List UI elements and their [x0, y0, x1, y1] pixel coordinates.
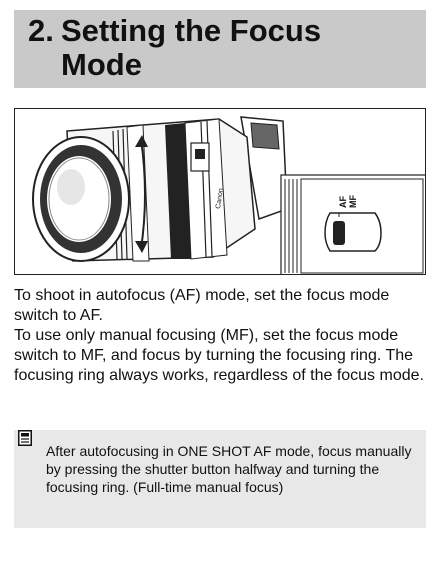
brand-label: Canon [215, 187, 225, 210]
lens-illustration [14, 108, 426, 275]
section-header [14, 10, 426, 88]
paragraph-manual-focus: To use only manual focusing (MF), set the focus mode switch to MF, and focus by turning the focusing ring. The focusing ring always works, regardless of the focus mode. [14, 327, 424, 384]
note-text: After autofocusing in ONE SHOT AF mode, focus manually by pressing the shutter button halfway and turning the focusing ring. (Full-time manual focus) [46, 443, 412, 495]
paragraph-autofocus: To shoot in autofocus (AF) mode, set the focus mode switch to AF. [14, 287, 390, 324]
section-title-text: Setting the Focus Mode [61, 13, 322, 82]
switch-label-mf: MF [348, 195, 358, 208]
note-box [14, 430, 426, 528]
memo-icon [18, 430, 32, 451]
body-text [14, 286, 428, 386]
lens-drawing [15, 109, 426, 275]
switch-label-af: AF [338, 196, 348, 208]
section-number: 2. [28, 13, 54, 48]
section-title [28, 14, 381, 82]
